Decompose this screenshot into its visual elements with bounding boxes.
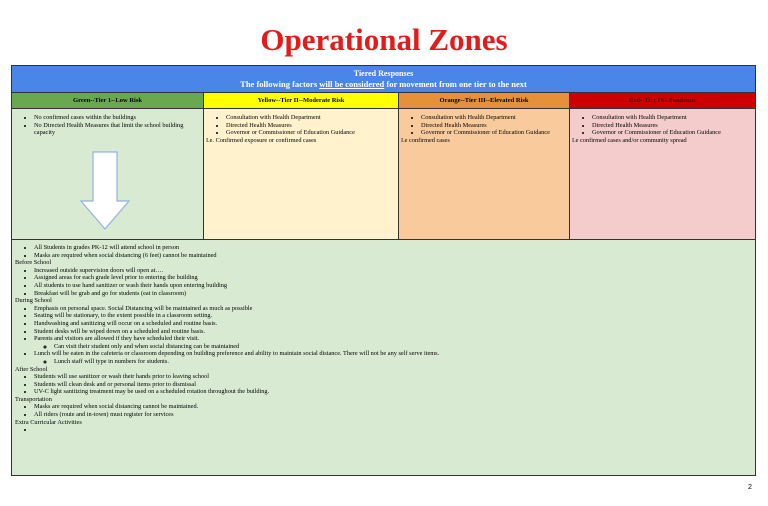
- list-item: • Directed Health Measures: [226, 122, 394, 130]
- list-item: • No confirmed cases within the buildings: [34, 114, 199, 122]
- during-school-sublist-2: [16, 358, 751, 366]
- before-school-list: [16, 267, 751, 297]
- list-item: • No Directed Health Measures that limit the school building capacity: [34, 122, 199, 137]
- list-item: • All students to use hand sanitizer or wash their hands upon entering building: [34, 282, 751, 290]
- header-text-pre: The following factors: [240, 79, 320, 89]
- red-criteria-list: [574, 114, 751, 137]
- yellow-note: I.e. Confirmed exposure or confirmed cases: [206, 136, 317, 144]
- header-text-post: for movement from one tier to the next: [384, 79, 527, 89]
- tier-labels-row: [12, 93, 755, 109]
- header-line-1: Tiered Responses: [353, 69, 414, 78]
- after-school-list: [16, 373, 751, 396]
- list-item: • Handwashing and sanitizing will occur on a scheduled and routine basis.: [34, 320, 751, 328]
- orange-criteria-list: [403, 114, 565, 137]
- list-item: • Lunch will be eaten in the cafeteria or classroom depending on building preference and ability to maintain social distance. There will not be any self serve items.: [34, 350, 751, 358]
- list-item: • Consultation with Health Department: [421, 114, 565, 122]
- list-item: • All riders (route and in-town) must register for services: [34, 411, 751, 419]
- list-item: • Breakfast will be grab and go for students (eat in classroom): [34, 290, 751, 298]
- section-heading-during-school: During School: [15, 297, 52, 305]
- list-item: • Assigned areas for each grade level prior to entering the building: [34, 274, 751, 282]
- tier-label-yellow: Yellow--Tier II--Moderate Risk: [204, 93, 399, 108]
- list-item: • Directed Health Measures: [421, 122, 565, 130]
- list-item: • Governor or Commissioner of Education Guidance: [226, 129, 394, 137]
- section-heading-transportation: Transportation: [15, 395, 52, 403]
- page-number: 2: [748, 484, 752, 491]
- down-arrow-icon: [79, 151, 131, 231]
- tier-cell-red: [570, 109, 755, 239]
- list-item: [34, 426, 751, 434]
- general-list: [16, 244, 751, 259]
- green-criteria-list: [16, 114, 199, 137]
- tier-label-orange: Orange--Tier III--Elevated Risk: [399, 93, 570, 108]
- list-item: • Parents and visitors are allowed if they have scheduled their visit.: [34, 335, 751, 343]
- list-item: • Masks are required when social distancing (6 feet) cannot be maintained: [34, 252, 751, 260]
- section-heading-before-school: Before School: [15, 259, 52, 267]
- list-item: • Directed Health Measures: [592, 122, 751, 130]
- list-item: • Students will use sanitizer or wash their hands prior to leaving school: [34, 373, 751, 381]
- table-header: [12, 66, 755, 93]
- list-item: • Consultation with Health Department: [592, 114, 751, 122]
- list-item: • All Students in grades PK-12 will attend school in person: [34, 244, 751, 252]
- list-item: • Masks are required when social distancing cannot be maintained.: [34, 403, 751, 411]
- transportation-list: [16, 403, 751, 418]
- header-line-2: [12, 79, 755, 89]
- extra-curricular-list: [16, 426, 751, 434]
- tier-label-green: Green--Tier 1--Low Risk: [12, 93, 204, 108]
- list-item: • Increased outside supervision doors will open at….: [34, 267, 751, 275]
- section-heading-extra-curricular: Extra Curricular Activities: [15, 418, 82, 426]
- list-item: • Emphasis on personal space. Social Distancing will be maintained as much as possible: [34, 305, 751, 313]
- tier-cell-yellow: [204, 109, 399, 239]
- list-item: • Student desks will be wiped down on a scheduled and routine basis.: [34, 328, 751, 336]
- list-item: • Governor or Commissioner of Education Guidance: [592, 129, 751, 137]
- during-school-lunch-list: [16, 350, 751, 358]
- orange-note: I.e confirmed cases: [401, 136, 450, 144]
- during-school-sublist-1: [16, 343, 751, 351]
- tier-cell-green: [12, 109, 204, 239]
- red-note: I.e confirmed cases and/or community spread: [572, 136, 687, 144]
- header-text-underlined: will be considered: [319, 79, 385, 89]
- tier-cell-orange: [399, 109, 570, 239]
- list-item: • Consultation with Health Department: [226, 114, 394, 122]
- list-item: ◦ Lunch staff will type in numbers for students.: [54, 358, 751, 366]
- tiered-responses-table: [11, 65, 756, 476]
- list-item: • UV-C light sanitizing treatment may be used on a scheduled rotation throughout the building.: [34, 388, 751, 396]
- tier-criteria-row: [12, 109, 755, 240]
- during-school-list: [16, 305, 751, 343]
- list-item: • Governor or Commissioner of Education Guidance: [421, 129, 565, 137]
- yellow-criteria-list: [208, 114, 394, 137]
- list-item: • Seating will be stationary, to the extent possible in a classroom setting.: [34, 312, 751, 320]
- section-heading-after-school: After School: [15, 365, 48, 373]
- green-tier-procedures: [12, 240, 755, 475]
- list-item: • Students will clean desk and or personal items prior to dismissal: [34, 381, 751, 389]
- page-title: Operational Zones: [260, 22, 508, 57]
- list-item: ◦ Can visit their student only and when social distancing can be maintained: [54, 343, 751, 351]
- tier-label-red: Red--Tier IV--Pandemic: [570, 93, 755, 108]
